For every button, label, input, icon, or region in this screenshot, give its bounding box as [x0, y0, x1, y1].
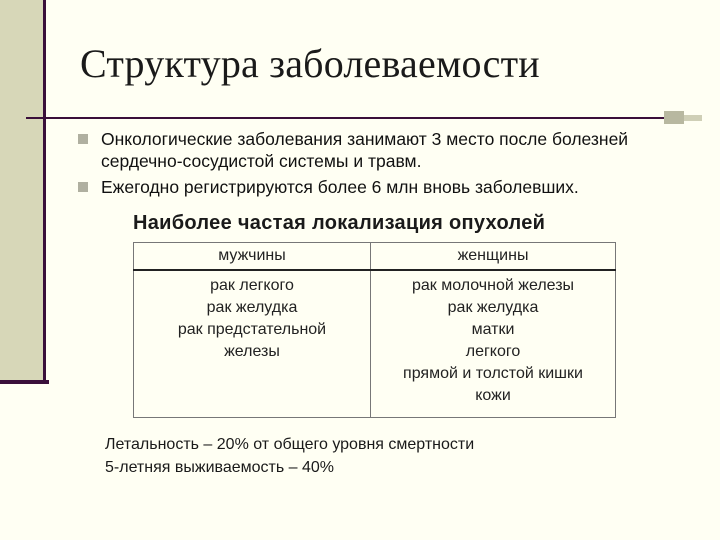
- women-item: легкого: [465, 343, 521, 360]
- left-decor-panel: [0, 0, 46, 384]
- mortality-note: Летальность – 20% от общего уровня смертности: [105, 436, 475, 453]
- women-item: матки: [471, 321, 515, 338]
- title-divider-block-small: [684, 115, 702, 121]
- women-item: прямой и толстой кишки: [403, 365, 583, 382]
- table-heading: Наиболее частая локализация опухолей: [133, 212, 546, 234]
- table-row: [134, 270, 616, 418]
- women-cell: [371, 270, 616, 418]
- men-item: железы: [224, 343, 280, 360]
- men-item: рак предстательной: [177, 321, 327, 338]
- men-item: рак легкого: [210, 277, 294, 294]
- women-item: кожи: [475, 387, 511, 404]
- title-divider: [26, 117, 666, 119]
- title-divider-block: [664, 111, 684, 124]
- square-bullet-icon: [78, 182, 88, 192]
- bullet-list: [78, 128, 698, 202]
- square-bullet-icon: [78, 134, 88, 144]
- left-decor-base-line: [0, 380, 49, 384]
- bullet-item: [78, 176, 698, 198]
- women-item: рак желудка: [447, 299, 539, 316]
- men-item: рак желудка: [206, 299, 298, 316]
- men-cell: [134, 270, 371, 418]
- slide-title: Структура заболеваемости: [80, 41, 540, 86]
- column-header-women: женщины: [371, 243, 616, 271]
- bullet-item: [78, 128, 698, 172]
- women-item: рак молочной железы: [411, 277, 575, 294]
- survival-note: 5-летняя выживаемость – 40%: [105, 459, 334, 476]
- column-header-men: мужчины: [134, 243, 371, 271]
- table-header-row: [134, 243, 616, 271]
- footer-notes: [105, 433, 474, 479]
- localization-table: [133, 242, 616, 418]
- bullet-text: Онкологические заболевания занимают 3 место после болезней сердечно-сосудистой системы и травм.: [101, 129, 629, 171]
- bullet-text: Ежегодно регистрируются более 6 млн вновь заболевших.: [101, 177, 579, 197]
